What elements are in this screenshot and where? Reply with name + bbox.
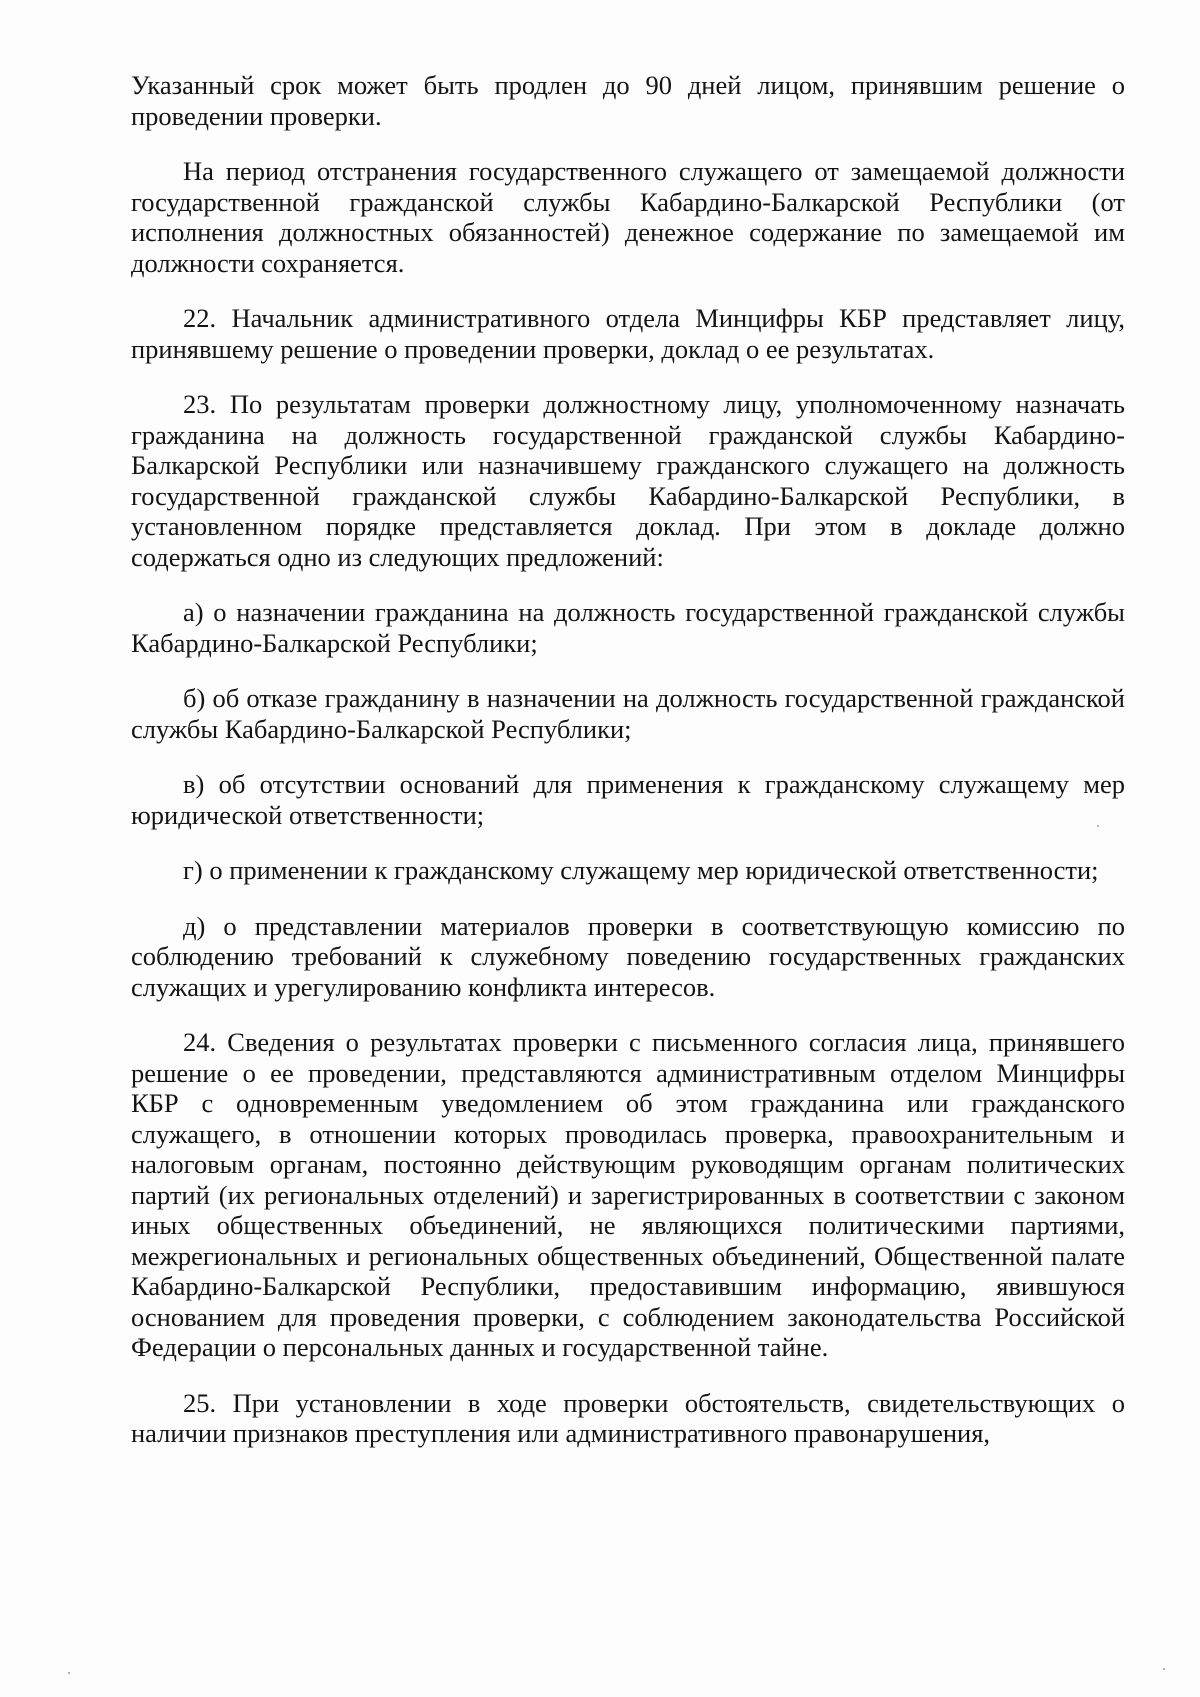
paragraph-item-23-d: д) о представлении материалов проверки в соответствующую комиссию по соблюдению требований к служебному поведению государственных гражданских служащих и урегулированию конфликта интересов.: [131, 910, 1125, 1002]
paragraph-suspension-salary: На период отстранения государственного служащего от замещаемой должности государственной гражданской службы Кабардино-Балкарской Республики (от исполнения должностных обязанностей) денежное содержание по замещаемой им должности сохраняется.: [131, 156, 1125, 278]
paragraph-item-23-b: б) об отказе гражданину в назначении на должность государственной гражданской службы Кабардино-Балкарской Республики;: [131, 683, 1125, 744]
scan-speck: [1097, 825, 1099, 827]
paragraph-item-23: 23. По результатам проверки должностному лицу, уполномоченному назначать гражданина на должность государственной гражданской службы Кабардино-Балкарской Республики или назначившему гражданского служащего на должность государственной гражданской службы Кабардино-Балкарской Республики, в установленном порядке представляется доклад. При этом в докладе должно содержаться одно из следующих предложений:: [131, 389, 1125, 572]
paragraph-item-23-g: г) о применении к гражданскому служащему мер юридической ответственности;: [183, 855, 1099, 885]
paragraph-item-23-v: в) об отсутствии оснований для применения к гражданскому служащему мер юридической ответственности;: [131, 769, 1125, 830]
document-body: [131, 70, 1125, 1449]
paragraph-item-25: 25. При установлении в ходе проверки обстоятельств, свидетельствующих о наличии признаков преступления или административного правонарушения,: [131, 1387, 1125, 1448]
scan-speck: [1163, 1668, 1165, 1670]
paragraph-extension-term: Указанный срок может быть продлен до 90 дней лицом, принявшим решение о проведении проверки.: [131, 70, 1125, 131]
paragraph-item-24: 24. Сведения о результатах проверки с письменного согласия лица, принявшего решение о ее проведении, представляются административным отделом Минцифры КБР с одновременным уведомлением об этом гражданина или гражданского служащего, в отношении которых проводилась проверка, правоохранительным и налоговым органам, постоянно действующим руководящим органам политических партий (их региональных отделений) и зарегистрированных в соответствии с законом иных общественных объединений, не являющихся политическими партиями, межрегиональных и региональных общественных объединений, Общественной палате Кабардино-Балкарской Республики, предоставившим информацию, явившуюся основанием для проведения проверки, с соблюдением законодательства Российской Федерации о персональных данных и государственной тайне.: [131, 1027, 1125, 1362]
paragraph-item-22: 22. Начальник административного отдела Минцифры КБР представляет лицу, принявшему решение о проведении проверки, доклад о ее результатах.: [131, 303, 1125, 364]
scan-speck: [68, 1672, 70, 1674]
paragraph-item-23-a: а) о назначении гражданина на должность государственной гражданской службы Кабардино-Балкарской Республики;: [131, 597, 1125, 658]
